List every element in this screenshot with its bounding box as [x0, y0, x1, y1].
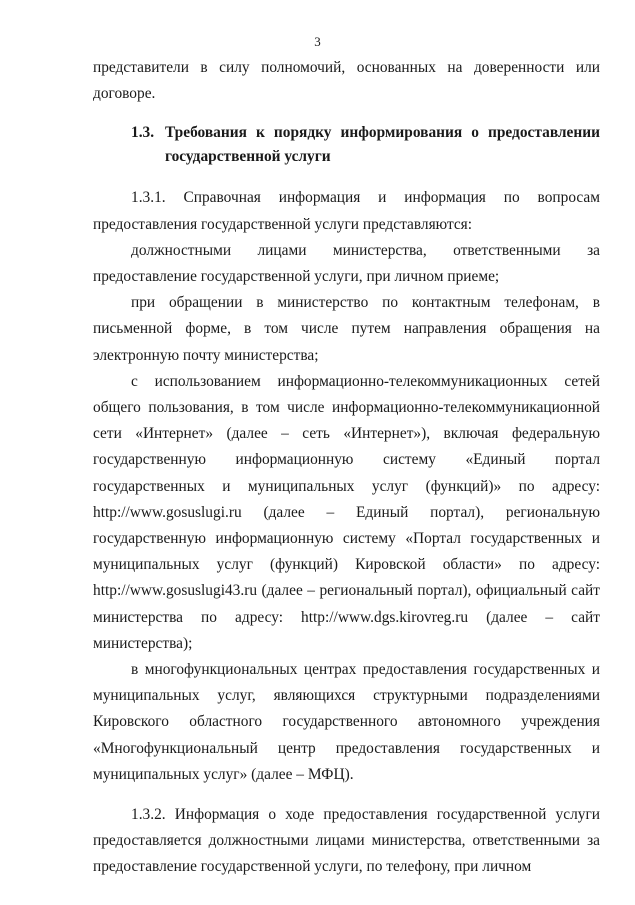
- section-heading: [131, 121, 600, 169]
- intro-paragraph: представители в силу полномочий, основанных на доверенности или договоре.: [93, 59, 600, 103]
- section-number: 1.3.: [131, 124, 155, 142]
- paragraph-phone: при обращении в министерство по контактным телефонам, в письменной форме, в том числе путем направления обращения на электронную почту министерства;: [93, 294, 600, 364]
- paragraph-internet: с использованием информационно-телекоммуникационных сетей общего пользования, в том числе информационно-телекоммуникационной сети «Интернет» (далее – сеть «Интернет»), включая федеральную государственную информационную систему «Единый портал государственных и муниципальных услуг (функций)» по адресу: http://www.gosuslugi.ru (далее – Единый портал), региональную государственную информационную систему «Портал государственных и муниципальных услуг (функций) Кировской области» по адресу: http://www.gosuslugi43.ru (далее – региональный портал), официальный сайт министерства по адресу: http://www.dgs.kirovreg.ru (далее – сайт министерства);: [93, 372, 600, 652]
- document-body: [93, 55, 600, 881]
- paragraph-1-3-2: 1.3.2. Информация о ходе предоставления государственной услуги предоставляется должностными лицами министерства, ответственными за предоставление государственной услуги, по телефону, при личном: [93, 806, 600, 876]
- paragraph-officials: должностными лицами министерства, ответственными за предоставление государственной услуги, при личном приеме;: [93, 241, 600, 286]
- page-number: 3: [314, 34, 321, 49]
- paragraph-mfc: в многофункциональных центрах предоставления государственных и муниципальных услуг, являющихся структурными подразделениями Кировского областного государственного автономного учреждения «Многофункциональный центр предоставления государственных и муниципальных услуг» (далее – МФЦ).: [93, 661, 600, 783]
- paragraph-1-3-1: 1.3.1. Справочная информация и информация по вопросам предоставления государственной услуги представляются:: [93, 189, 600, 233]
- section-title: Требования к порядку информирования о предоставлении государственной услуги: [165, 124, 600, 166]
